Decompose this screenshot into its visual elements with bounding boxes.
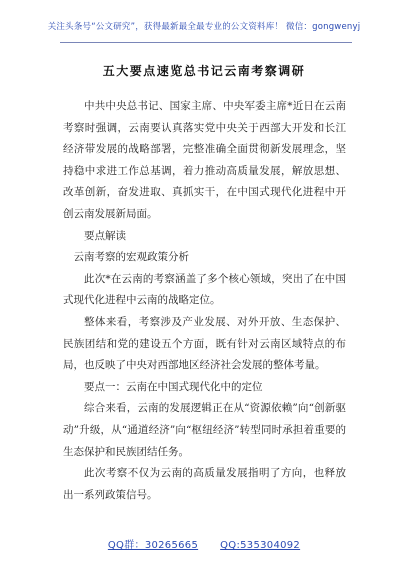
footer [0, 536, 408, 551]
paragraph-core-areas: 此次*在云南的考察涵盖了多个核心领域，突出了在中国式现代化进程中云南的战略定位。 [63, 272, 346, 307]
section-subheading-macro-policy: 云南考察的宏观政策分析 [73, 251, 189, 264]
paragraph-development-logic: 综合来看，云南的发展逻辑正在从“资源依赖”向“创新驱动”升级，从“通道经济”向“枢纽经济”转型同时承担着重要的生态保护和民族团结任务。 [63, 402, 346, 458]
section-heading-key-points: 要点解读 [84, 229, 126, 242]
paragraph-intro: 中共中央总书记、国家主席、中央军委主席*近日在云南考察时强调，云南要认真落实党中央关于西部大开发和长江经济带发展的战略部署，完整准确全面贯彻新发展理念，坚持稳中求进工作总基调，着力推动高质量发展，解放思想、改革创新，奋发进取、真抓实干，在中国式现代化进程中开创云南发展新局面。 [63, 100, 346, 220]
footer-qq-contact: QQ:535304092 [220, 540, 301, 551]
paragraph-overall: 整体来看，考察涉及产业发展、对外开放、生态保护、民族团结和党的建设五个方面，既有针对云南区域特点的布局，也反映了中央对西部地区经济社会发展的整体考量。 [63, 315, 346, 372]
header-banner: 关注头条号“公文研究”，获得最新最全最专业的公文资料库！ 微信：gongwenyj [47, 22, 361, 32]
document-title: 五大要点速览总书记云南考察调研 [102, 64, 306, 78]
footer-qq-group: QQ群：30265665 [107, 540, 199, 551]
paragraph-policy-signals: 此次考察不仅为云南的高质量发展指明了方向，也释放出一系列政策信号。 [63, 467, 346, 501]
section-heading-point-one: 要点一：云南在中国式现代化中的定位 [84, 380, 263, 393]
header-divider [60, 42, 352, 43]
document-body [63, 96, 346, 506]
